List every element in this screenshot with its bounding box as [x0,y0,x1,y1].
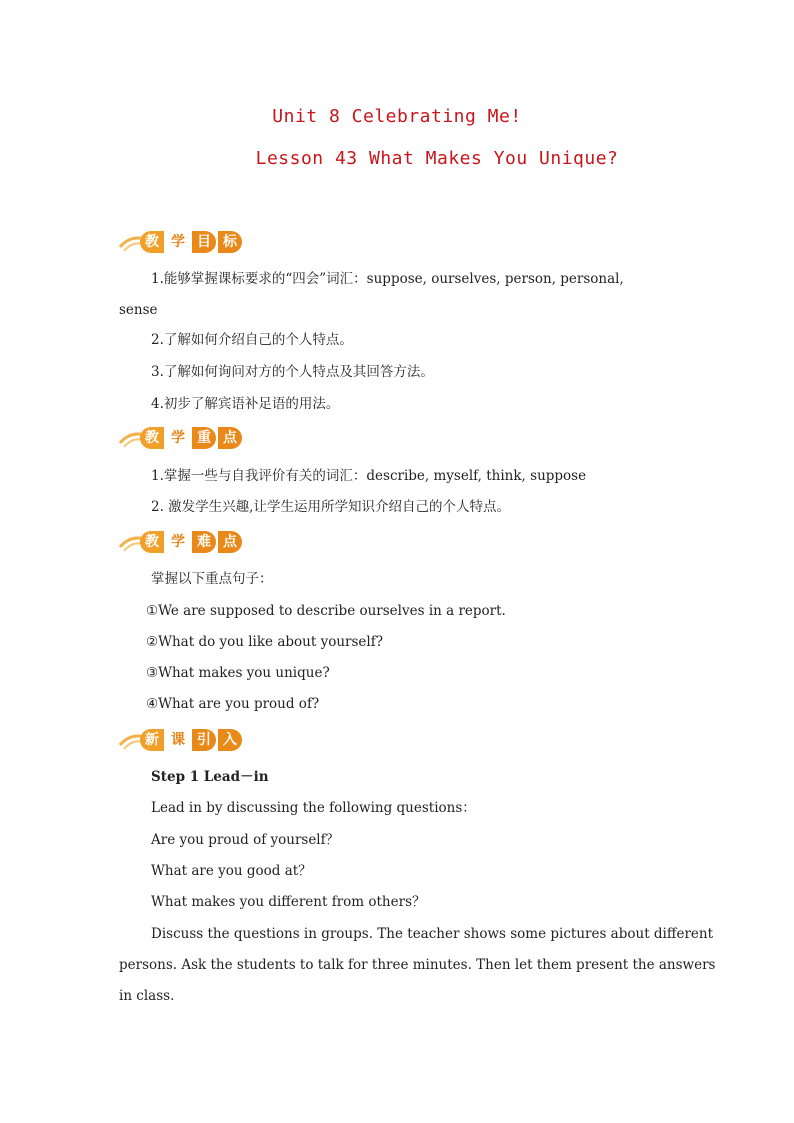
objective-item: 1.能够掌握课标要求的“四会”词汇：suppose, ourselves, person, personal, [151,271,624,287]
heading-char: 难 [192,531,216,553]
heading-char: 标 [218,231,242,253]
intro-item: Lead in by discussing the following questions： [151,800,476,816]
section-heading-difficulties [118,531,237,553]
difficulty-item: ③What makes you unique? [146,665,330,681]
heading-char: 课 [171,732,185,748]
intro-paragraph-line: persons. Ask the students to talk for three minutes. Then let them present the answers [119,957,716,973]
heading-char: 学 [171,234,185,250]
difficulty-item: ①We are supposed to describe ourselves in a report. [146,603,506,619]
objective-item: 2.了解如何介绍自己的个人特点。 [151,332,353,348]
heading-char: 重 [192,427,216,449]
heading-char: 引 [192,729,216,751]
intro-paragraph-line: in class. [119,988,175,1004]
lesson-title: Lesson 43 What Makes You Unique? [255,148,619,169]
section-heading-key-points [118,427,237,449]
heading-char: 点 [218,427,242,449]
heading-char: 新 [140,729,164,751]
heading-char: 点 [218,531,242,553]
objective-item: sense [119,302,158,318]
intro-paragraph-line: Discuss the questions in groups. The teacher shows some pictures about different [151,926,714,942]
key-point-item: 2. 激发学生兴趣,让学生运用所学知识介绍自己的个人特点。 [151,499,510,515]
key-point-item: 1.掌握一些与自我评价有关的词汇：describe, myself, think, suppose [151,468,587,484]
heading-char: 入 [218,729,242,751]
section-heading-objectives [118,231,237,253]
heading-char: 教 [140,427,164,449]
difficulty-item: ④What are you proud of? [146,696,320,712]
heading-char: 教 [140,231,164,253]
difficulty-item: 掌握以下重点句子： [151,571,273,587]
intro-item: What are you good at？ [151,863,312,879]
difficulty-item: ②What do you like about yourself? [146,634,383,650]
heading-char: 目 [192,231,216,253]
unit-title: Unit 8 Celebrating Me! [272,106,522,127]
heading-char: 学 [171,430,185,446]
objective-item: 4.初步了解宾语补足语的用法。 [151,396,340,412]
intro-item: What makes you different from others？ [151,894,426,910]
intro-item: Are you proud of yourself？ [151,832,340,848]
heading-char: 学 [171,534,185,550]
heading-char: 教 [140,531,164,553]
step-heading: Step 1 Lead－in [151,769,269,785]
section-heading-intro [118,729,237,751]
objective-item: 3.了解如何询问对方的个人特点及其回答方法。 [151,364,434,380]
